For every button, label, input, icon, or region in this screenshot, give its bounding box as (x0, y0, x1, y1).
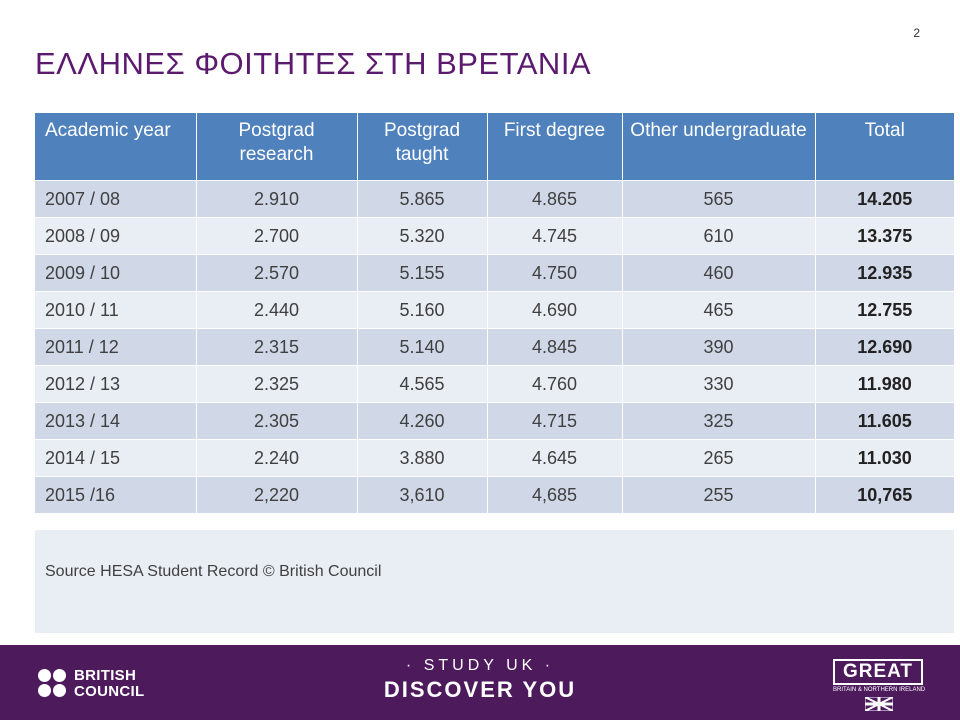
source-box (35, 530, 954, 633)
table-row (35, 329, 954, 366)
header-other-undergraduate: Other undergraduate (622, 113, 815, 181)
table-row (35, 255, 954, 292)
header-first-degree: First degree (487, 113, 622, 181)
table-header-row (35, 113, 954, 181)
cell-postgrad-taught: 3,610 (357, 477, 487, 514)
british-council-line2: COUNCIL (74, 683, 145, 700)
great-wordmark: GREAT (833, 659, 923, 685)
table-row (35, 403, 954, 440)
cell-postgrad-taught: 5.320 (357, 218, 487, 255)
header-postgrad-research: Postgrad research (196, 113, 357, 181)
cell-year: 2011 / 12 (35, 329, 196, 366)
slide-title: ΕΛΛΗΝΕΣ ΦΟΙΤΗΤΕΣ ΣΤΗ ΒΡΕΤΑΝΙΑ (35, 46, 592, 81)
cell-year: 2010 / 11 (35, 292, 196, 329)
cell-other-undergraduate: 255 (622, 477, 815, 514)
cell-postgrad-taught: 4.565 (357, 366, 487, 403)
cell-total: 11.030 (815, 440, 954, 477)
cell-year: 2009 / 10 (35, 255, 196, 292)
cell-year: 2013 / 14 (35, 403, 196, 440)
cell-other-undergraduate: 565 (622, 181, 815, 218)
cell-postgrad-research: 2.910 (196, 181, 357, 218)
cell-other-undergraduate: 465 (622, 292, 815, 329)
cell-first-degree: 4.865 (487, 181, 622, 218)
header-total: Total (815, 113, 954, 181)
cell-postgrad-research: 2.700 (196, 218, 357, 255)
cell-other-undergraduate: 390 (622, 329, 815, 366)
cell-year: 2015 /16 (35, 477, 196, 514)
cell-total: 12.755 (815, 292, 954, 329)
cell-postgrad-taught: 5.160 (357, 292, 487, 329)
cell-postgrad-taught: 5.140 (357, 329, 487, 366)
cell-first-degree: 4.645 (487, 440, 622, 477)
cell-postgrad-taught: 3.880 (357, 440, 487, 477)
british-council-line1: BRITISH (74, 667, 137, 684)
cell-total: 13.375 (815, 218, 954, 255)
cell-other-undergraduate: 325 (622, 403, 815, 440)
cell-postgrad-research: 2.570 (196, 255, 357, 292)
footer-banner (0, 645, 960, 720)
cell-first-degree: 4.750 (487, 255, 622, 292)
cell-postgrad-taught: 5.155 (357, 255, 487, 292)
table-row (35, 366, 954, 403)
table-row (35, 440, 954, 477)
discover-you-text: DISCOVER YOU (383, 677, 577, 702)
cell-first-degree: 4.715 (487, 403, 622, 440)
header-academic-year: Academic year (35, 113, 196, 181)
table-row (35, 181, 954, 218)
cell-other-undergraduate: 265 (622, 440, 815, 477)
students-table (35, 113, 954, 513)
cell-total: 10,765 (815, 477, 954, 514)
page-number: 2 (913, 26, 920, 40)
cell-total: 12.935 (815, 255, 954, 292)
cell-year: 2014 / 15 (35, 440, 196, 477)
cell-total: 14.205 (815, 181, 954, 218)
cell-year: 2007 / 08 (35, 181, 196, 218)
cell-first-degree: 4,685 (487, 477, 622, 514)
cell-total: 12.690 (815, 329, 954, 366)
cell-other-undergraduate: 330 (622, 366, 815, 403)
cell-postgrad-research: 2.315 (196, 329, 357, 366)
cell-first-degree: 4.845 (487, 329, 622, 366)
header-postgrad-taught: Postgrad taught (357, 113, 487, 181)
great-subtitle: BRITAIN & NORTHERN IRELAND (833, 687, 926, 693)
source-note: Source HESA Student Record © British Council (45, 563, 382, 580)
union-jack-icon (865, 697, 893, 711)
great-logo (833, 659, 925, 713)
cell-postgrad-research: 2.240 (196, 440, 357, 477)
cell-total: 11.980 (815, 366, 954, 403)
cell-postgrad-research: 2.305 (196, 403, 357, 440)
study-uk-text: · STUDY UK · (405, 657, 555, 674)
cell-year: 2012 / 13 (35, 366, 196, 403)
cell-first-degree: 4.690 (487, 292, 622, 329)
cell-first-degree: 4.760 (487, 366, 622, 403)
cell-other-undergraduate: 460 (622, 255, 815, 292)
cell-postgrad-taught: 4.260 (357, 403, 487, 440)
cell-first-degree: 4.745 (487, 218, 622, 255)
cell-total: 11.605 (815, 403, 954, 440)
cell-postgrad-taught: 5.865 (357, 181, 487, 218)
cell-postgrad-research: 2.440 (196, 292, 357, 329)
cell-other-undergraduate: 610 (622, 218, 815, 255)
table-row (35, 218, 954, 255)
cell-postgrad-research: 2,220 (196, 477, 357, 514)
table-row (35, 292, 954, 329)
cell-year: 2008 / 09 (35, 218, 196, 255)
cell-postgrad-research: 2.325 (196, 366, 357, 403)
table-row (35, 477, 954, 514)
